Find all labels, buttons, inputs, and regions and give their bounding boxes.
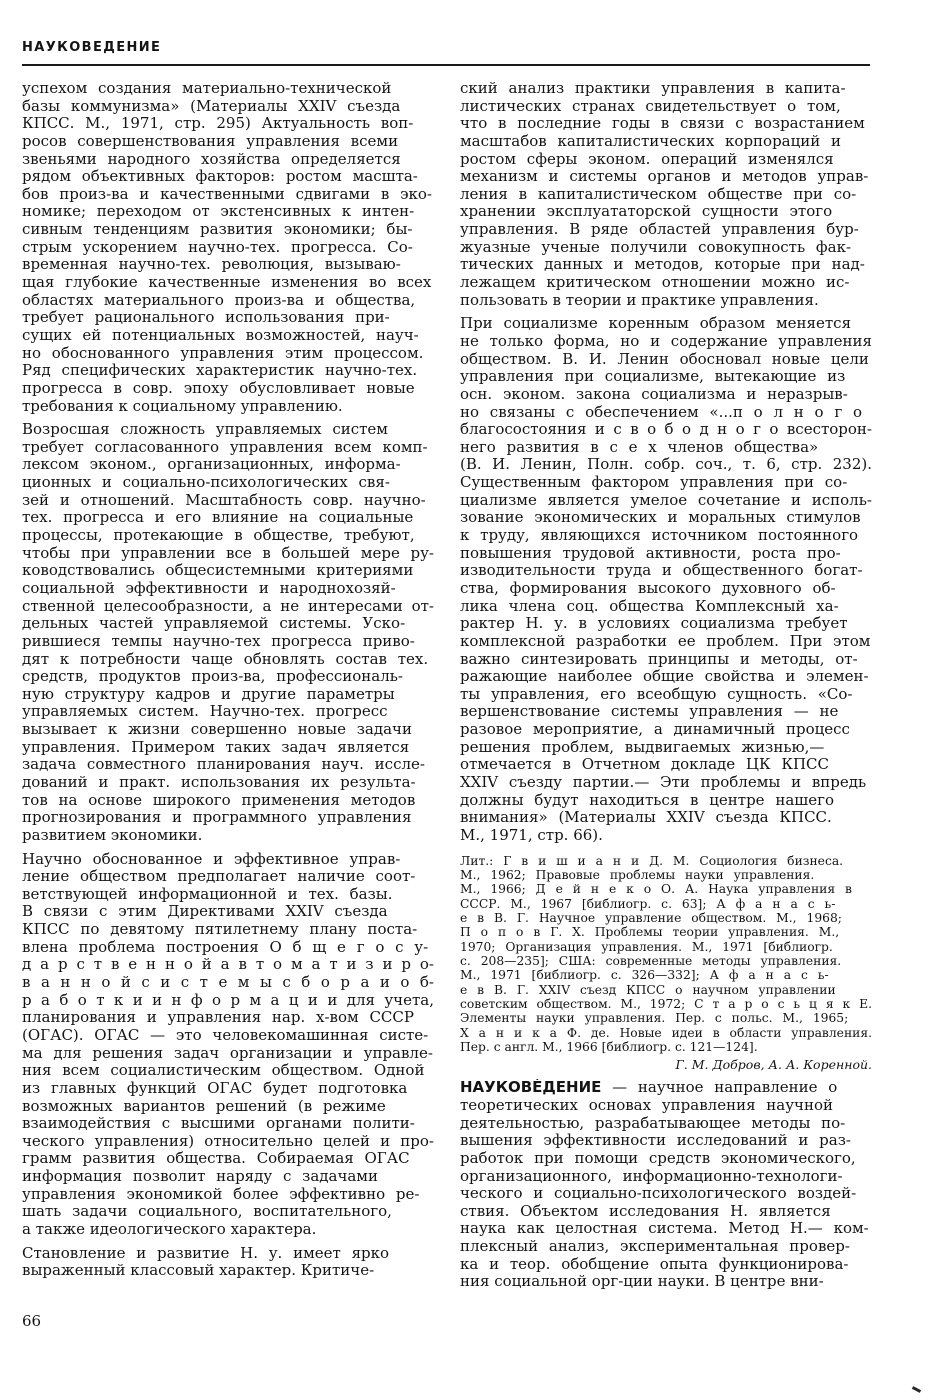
text-line: П о п о в Г. Х. Проблемы теории управления. М., <box>460 925 840 940</box>
text-line: решения проблем, выдвигаемых жизнью,— <box>460 738 825 756</box>
text-line: ческого управления) относительно целей и про- <box>22 1132 434 1150</box>
text-line: М., 1966; Д е й н е к о О. А. Наука управления в <box>460 882 852 897</box>
text-line: ционных и социально-психологических свя- <box>22 474 390 492</box>
text-line: ния всем социалистическим обществом. Одной <box>22 1062 425 1080</box>
text-line: 1970; Организация управления. М., 1971 [библиогр. <box>460 939 833 954</box>
text-line: росов совершенствования управления всеми <box>22 132 399 150</box>
text-line: управления экономикой более эффективно ре- <box>22 1185 420 1203</box>
page-number: 66 <box>22 1312 42 1330</box>
text-line: ководствовались общесистемными критериями <box>22 562 414 580</box>
text-line: масштабов капиталистических корпораций и <box>460 132 842 150</box>
text-line: выраженный классовый характер. Критиче- <box>22 1262 375 1280</box>
text-line: В связи с этим Директивами XXIV съезда <box>22 903 388 921</box>
text-line: а также идеологического характера. <box>22 1221 317 1238</box>
text-line: повышения трудовой активности, роста про- <box>460 544 841 562</box>
text-line: хранении эксплуататорской сущности этого <box>460 203 833 221</box>
text-line: ния социальной орг-ции науки. В центре вни- <box>460 1273 824 1291</box>
text-line: номике; переходом от экстенсивных к интен- <box>22 203 415 221</box>
text-line: ветствующей информационной и тех. базы. <box>22 885 393 903</box>
text-line: с. 208—235]; США: современные методы управления. <box>460 953 842 968</box>
text-line: благосостояния и с в о б о д н о г о всесторон- <box>460 421 872 439</box>
text-line: Становление и развитие Н. у. имеет ярко <box>22 1244 390 1262</box>
text-line: советским обществом. М., 1972; С т а р о с ь ц я к Е. <box>460 996 872 1011</box>
text-line: деятельностью, разрабатывающее методы по- <box>460 1114 846 1132</box>
text-line: средств, продуктов произ-ва, профессиональ- <box>22 668 403 686</box>
text-line: тов на основе широкого применения методов <box>22 791 416 809</box>
text-line: тех. прогресса и его влияние на социальные <box>22 509 414 527</box>
text-line: р а б о т к и и н ф о р м а ц и и для учета, <box>22 991 434 1009</box>
text-line: в а н н о й с и с т е м ы с б о р а и о б- <box>22 974 434 992</box>
text-line: дят к потребности чаще обновлять состав тех. <box>22 650 429 668</box>
text-line: циализме является умелое сочетание и исполь- <box>460 491 872 509</box>
text-line: (ОГАС). ОГАС — это человекомашинная систе- <box>22 1026 429 1044</box>
text-line: но обоснованного управления этим процессом. <box>22 344 424 362</box>
text-line: ражающие наиболее общие свойства и элемен- <box>460 668 869 686</box>
text-line: стрым ускорением научно-тех. прогресса. Со- <box>22 238 413 256</box>
text-line: управления. Примером таких задач является <box>22 738 410 756</box>
text-line: ства, формирования высокого духовного об- <box>460 579 836 597</box>
section-header: НАУКОВЕДЕНИЕ <box>22 40 162 55</box>
text-line: е в В. Г. Научное управление обществом. М., 1968; <box>460 910 842 925</box>
text-line: бов произ-ва и качественными сдвигами в эко- <box>22 185 432 203</box>
text-line: наука как целостная система. Метод Н.— ком- <box>460 1220 869 1238</box>
text-line: КПСС. М., 1971, стр. 295) Актуальность воп- <box>22 115 414 133</box>
text-line: д а р с т в е н н о й а в т о м а т и з и р о- <box>22 956 434 974</box>
right-column <box>460 80 872 1291</box>
text-line: должны будут находиться в центре нашего <box>460 791 834 809</box>
text-line: успехом создания материально-технической <box>22 80 392 97</box>
text-line: щая глубокие качественные изменения во всех <box>22 274 432 292</box>
text-line: лексом эконом., организационных, информа- <box>22 456 401 474</box>
text-line: Ряд специфических характеристик научно-тех. <box>22 362 418 380</box>
text-line: Элементы науки управления. Пер. с польс. М., 1965; <box>460 1011 849 1026</box>
text-line: прогнозирования и программного управления <box>22 809 412 827</box>
text-line: лежащем критическом отношении можно ис- <box>460 274 850 292</box>
header-rule <box>22 64 870 66</box>
left-column <box>22 80 434 1280</box>
text-line: вышения эффективности исследований и раз- <box>460 1132 851 1150</box>
text-line: грамм развития общества. Собираемая ОГАС <box>22 1150 410 1168</box>
text-line: М., 1962; Правовые проблемы науки управления. <box>460 867 815 882</box>
text-line: важно синтезировать принципы и методы, от- <box>460 650 858 668</box>
text-line: взаимодействия с высшими органами полити- <box>22 1115 415 1133</box>
text-line: разовое мероприятие, а динамичный процесс <box>460 721 850 739</box>
text-line: него развития в с е х членов общества» <box>460 438 819 456</box>
scan-mark <box>912 1386 921 1393</box>
text-line: ственной целесообразности, а не интересами от- <box>22 597 434 615</box>
article-authors <box>460 1057 872 1073</box>
text-line: зование экономических и моральных стимулов <box>460 509 861 527</box>
text-line: ма для решения задач организации и управле- <box>22 1044 433 1062</box>
text-line: сущих ей потенциальных возможностей, науч- <box>22 326 419 344</box>
dictionary-entry <box>460 1079 872 1291</box>
text-line: осн. эконом. закона социализма и неразрыв- <box>460 385 848 403</box>
text-line: ский анализ практики управления в капита- <box>460 80 846 97</box>
text-line: теоретических основах управления научной <box>460 1097 834 1114</box>
text-line: чтобы при управлении все в большей мере ру- <box>22 544 434 562</box>
text-line: возможных вариантов решений (в режиме <box>22 1097 386 1115</box>
text-line: информация позволит наряду с задачами <box>22 1168 378 1186</box>
text-line: Возросшая сложность управляемых систем <box>22 421 388 439</box>
text-line: Г. М. Добров, А. А. Коренной. <box>675 1057 872 1073</box>
text-line: планирования и управления нар. х-вом СССР <box>22 1009 414 1027</box>
text-line: работок при помощи средств экономического, <box>460 1149 856 1167</box>
text-line: к труду, являющихся источником постоянного <box>460 527 859 545</box>
text-line: звеньями народного хозяйства определяется <box>22 150 401 168</box>
text-line: влена проблема построения О б щ е г о с у- <box>22 938 429 956</box>
paragraph <box>460 80 872 309</box>
text-line: внимания» (Материалы XXIV съезда КПСС. <box>460 809 832 827</box>
text-line: ты управления, его всеобщую сущность. «Со- <box>460 685 853 703</box>
text-line: прогресса в совр. эпоху обусловливает новые <box>22 379 415 397</box>
text-line: лика члена соц. общества Комплексный ха- <box>460 597 839 615</box>
text-line: Лит.: Г в и ш и а н и Д. М. Социология бизнеса. <box>460 853 844 868</box>
text-line: Научно обоснованное и эффективное управ- <box>22 850 401 868</box>
paragraph <box>22 80 434 415</box>
text-line: жуазные ученые получили совокупность фак- <box>460 238 852 256</box>
text-line: что в последние годы в связи с возрастанием <box>460 115 865 133</box>
text-line: управления при социализме, вытекающие из <box>460 368 846 386</box>
text-line: из главных функций ОГАС будет подготовка <box>22 1079 408 1097</box>
text-line: ления в капиталистическом обществе при со- <box>460 185 857 203</box>
text-line: задача совместного планирования науч. иссле- <box>22 756 425 774</box>
text-line: требует согласованного управления всем комп- <box>22 438 428 456</box>
text-line: Х а н и к а Ф. де. Новые идеи в области управления. <box>460 1025 872 1040</box>
text-line: (В. И. Ленин, Полн. собр. соч., т. 6, стр. 232). <box>460 456 872 474</box>
text-line: плексный анализ, экспериментальная провер- <box>460 1238 850 1256</box>
text-line: процессы, протекающие в обществе, требуют, <box>22 527 415 545</box>
paragraph <box>22 1245 434 1280</box>
text-line: механизм и системы органов и методов управ- <box>460 168 869 186</box>
text-line: XXIV съезду партии.— Эти проблемы и впредь <box>460 773 867 791</box>
paragraph <box>460 315 872 844</box>
text-line: ческого и социально-психологического воздей- <box>460 1185 857 1203</box>
text-line: шать задачи социального, воспитательного, <box>22 1203 392 1221</box>
text-line: но связаны с обеспечением «...п о л н о г о <box>460 403 862 421</box>
text-line: М., 1971, стр. 66). <box>460 826 603 844</box>
text-line: рядом объективных факторов: ростом масшта- <box>22 168 418 186</box>
text-line: пользовать в теории и практике управления. <box>460 291 819 309</box>
text-line: дований и практ. использования их результа- <box>22 773 416 791</box>
text-line: управляемых систем. Научно-тех. прогресс <box>22 703 388 721</box>
text-line: тических данных и методов, которые при над- <box>460 256 865 274</box>
text-line: зей и отношений. Масштабность совр. научно- <box>22 491 426 509</box>
text-line: вызывает к жизни совершенно новые задачи <box>22 721 412 739</box>
text-line: развитием экономики. <box>22 826 203 844</box>
text-line: требует рационального использования при- <box>22 309 390 327</box>
text-line: не только форма, но и содержание управления <box>460 332 872 350</box>
text-line: управления. В ряде областей управления бур- <box>460 221 859 239</box>
text-line: вершенствование системы управления — не <box>460 703 839 721</box>
text-line: сивным тенденциям развития экономики; бы- <box>22 221 413 239</box>
text-line: рактер Н. у. в условиях социализма требует <box>460 615 848 633</box>
paragraph <box>22 851 434 1239</box>
entry-text: — научное направление о <box>601 1079 838 1097</box>
text-line: Существенным фактором управления при со- <box>460 474 848 492</box>
text-line: ную структуру кадров и другие параметры <box>22 685 395 703</box>
text-line: дельных частей управляемой системы. Уско- <box>22 615 406 633</box>
text-line: комплексной разработки ее проблем. При этом <box>460 632 871 650</box>
text-line: социальной эффективности и народнохозяй- <box>22 579 396 597</box>
literature-references <box>460 854 872 1055</box>
text-line: Пер. с англ. М., 1966 [библиогр. с. 121—124]. <box>460 1040 758 1055</box>
text-line: е в В. Г. XXIV съезд КПСС о научном управлении <box>460 982 836 997</box>
text-line: ка и теор. обобщение опыта функционирова- <box>460 1255 849 1273</box>
text-line: требования к социальному управлению. <box>22 397 343 415</box>
text-line <box>460 1079 872 1097</box>
paragraph <box>22 421 434 844</box>
text-line: областях материального произ-ва и общества, <box>22 291 416 309</box>
text-line: КПСС по девятому пятилетнему плану поста- <box>22 921 418 939</box>
text-line: отмечается в Отчетном докладе ЦК КПСС <box>460 756 830 774</box>
text-line: обществом. В. И. Ленин обосновал новые цели <box>460 350 869 368</box>
text-line: ление обществом предполагает наличие соот- <box>22 868 416 886</box>
text-line: базы коммунизма» (Материалы XXIV съезда <box>22 97 401 115</box>
text-line: рившиеся темпы научно-тех прогресса приво- <box>22 632 415 650</box>
text-line: временная научно-тех. революция, вызываю- <box>22 256 401 274</box>
text-line: изводительности труда и общественного богат- <box>460 562 863 580</box>
text-line: организационного, информационно-технологи- <box>460 1167 843 1185</box>
text-line: СССР. М., 1967 [библиогр. с. 63]; А ф а н а с ь- <box>460 896 836 911</box>
text-line: М., 1971 [библиогр. с. 326—332]; А ф а н а с ь- <box>460 968 829 983</box>
entry-headword: НАУКОВЕ́ДЕНИЕ <box>460 1079 602 1097</box>
text-line: листических странах свидетельствует о том, <box>460 97 841 115</box>
text-line: ростом сферы эконом. операций изменялся <box>460 150 834 168</box>
text-line: ствия. Объектом исследования Н. является <box>460 1202 831 1220</box>
text-line: При социализме коренным образом меняется <box>460 315 852 333</box>
